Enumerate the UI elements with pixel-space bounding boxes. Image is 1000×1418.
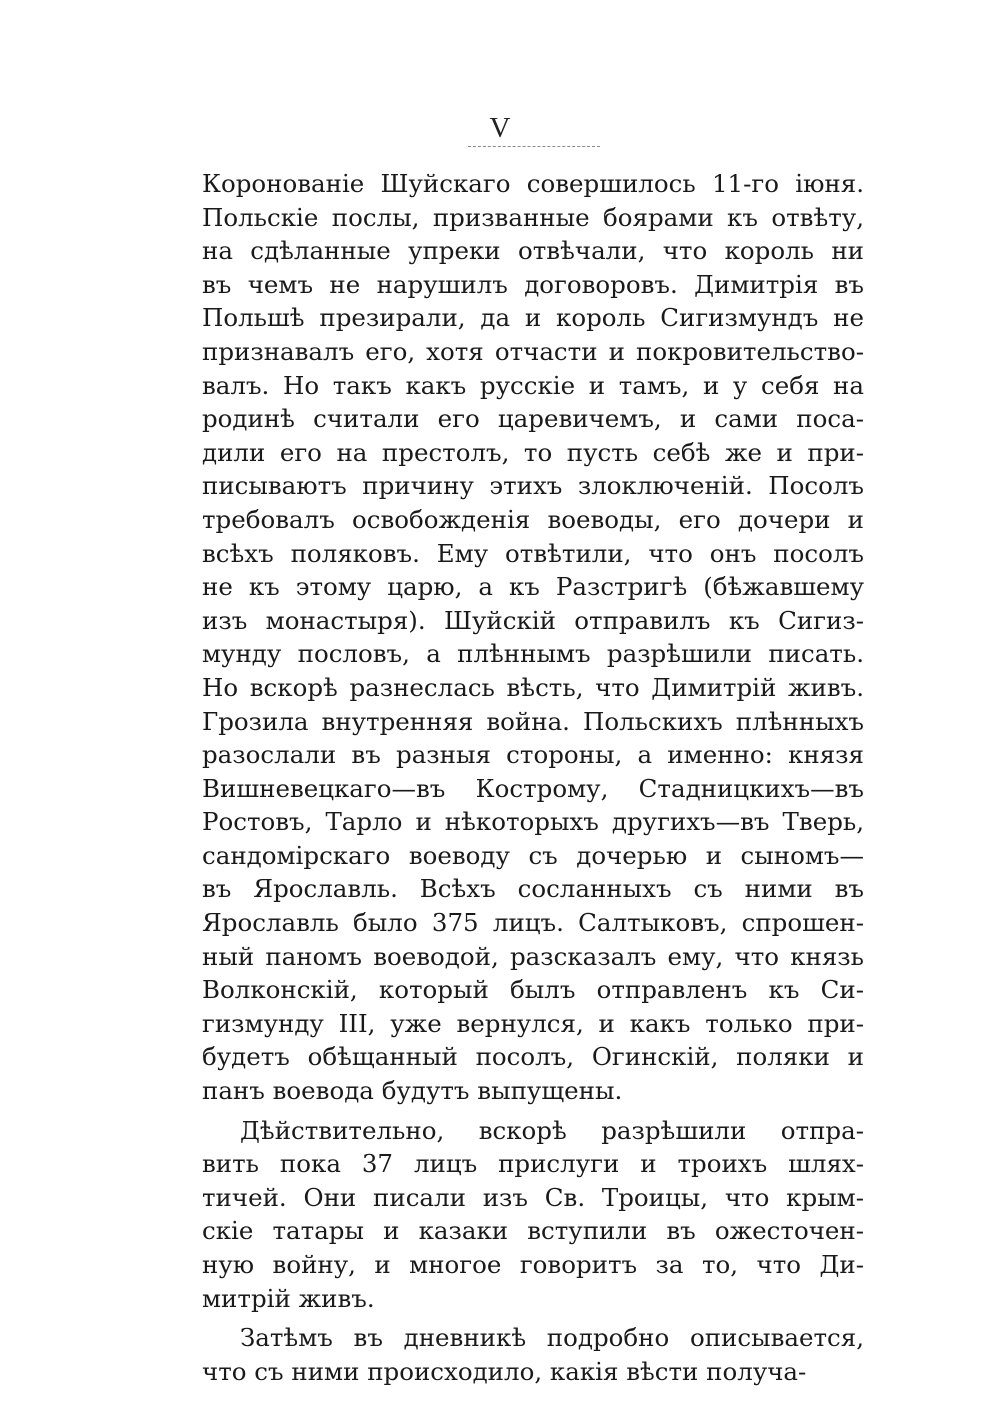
text-line: Ростовъ, Тарло и нѣкоторыхъ другихъ—въ Тверь, [202, 807, 864, 837]
text-line: сандомірскаго воеводу съ дочерью и сыномъ— [202, 840, 864, 870]
text-line: ную войну, и многое говоритъ за то, что Ди- [202, 1250, 864, 1279]
text-line: мунду пословъ, а плѣннымъ разрѣшили писать. [202, 639, 864, 669]
text-line: въ Ярославль. Всѣхъ сосланныхъ съ ними въ [202, 874, 864, 904]
text-line: митрій живъ. [202, 1283, 375, 1313]
paragraph [202, 1114, 864, 1316]
text-line: признавалъ его, хотя отчасти и покровительство- [202, 336, 864, 366]
text-line: панъ воевода будутъ выпущены. [202, 1076, 623, 1106]
text-line: что съ ними происходило, какія вѣсти получа- [202, 1356, 807, 1386]
header-rule [468, 146, 600, 147]
text-line: писываютъ причину этихъ злоключеній. Посолъ [202, 471, 864, 501]
text-line: Но вскорѣ разнеслась вѣсть, что Димитрій живъ. [202, 672, 864, 702]
text-line: дили его на престолъ, то пусть себѣ же и при- [202, 437, 864, 467]
paragraph [202, 1321, 864, 1388]
text-line: въ чемъ не нарушилъ договоровъ. Димитрія въ [202, 269, 864, 299]
text-line: разослали въ разныя стороны, а именно: князя [202, 740, 864, 770]
text-line: вить пока 37 лицъ прислуги и троихъ шлях- [202, 1149, 864, 1179]
text-line: валъ. Но такъ какъ русскіе и тамъ, и у себя на [202, 370, 864, 400]
text-line: всѣхъ поляковъ. Ему отвѣтили, что онъ посолъ [202, 538, 864, 568]
text-line: родинѣ считали его царевичемъ, и сами поса- [202, 404, 864, 434]
text-line: Волконскій, который былъ отправленъ къ Си- [202, 975, 864, 1005]
text-line: Грозила внутренняя война. Польскихъ плѣнныхъ [202, 706, 864, 736]
text-line: будетъ обѣщанный посолъ, Огинскій, поляки и [202, 1042, 864, 1072]
text-line: требовалъ освобожденія воеводы, его дочери и [202, 504, 864, 534]
paragraph [202, 167, 864, 1108]
text-line: скіе татары и казаки вступили въ ожесточен- [202, 1216, 864, 1246]
text-line: тичей. Они писали изъ Св. Троицы, что крым- [202, 1182, 864, 1212]
text-line: Вишневецкаго—въ Кострому, Стадницкихъ—въ [202, 773, 864, 803]
text-line: Польскіе послы, призванные боярами къ отвѣту, [202, 202, 864, 232]
text-block [202, 167, 864, 1388]
page-number: V [489, 112, 511, 144]
text-line: Затѣмъ въ дневникѣ подробно описывается, [240, 1323, 864, 1353]
text-line: не къ этому царю, а къ Разстригѣ (бѣжавшему [202, 572, 864, 602]
text-line: Польшѣ презирали, да и король Сигизмундъ не [202, 303, 864, 333]
text-line: Дѣйствительно, вскорѣ разрѣшили отпра- [240, 1115, 864, 1145]
text-line: изъ монастыря). Шуйскій отправилъ къ Сигиз- [202, 605, 864, 635]
text-line: ный паномъ воеводой, разсказалъ ему, что князь [202, 941, 864, 971]
text-line: Ярославль было 375 лицъ. Салтыковъ, спрошен- [202, 908, 864, 938]
text-line: гизмунду III, уже вернулся, и какъ только при- [202, 1008, 864, 1038]
text-line: Коронованіе Шуйскаго совершилось 11-го іюня. [202, 169, 864, 198]
text-line: на сдѣланные упреки отвѣчали, что король ни [202, 236, 864, 266]
